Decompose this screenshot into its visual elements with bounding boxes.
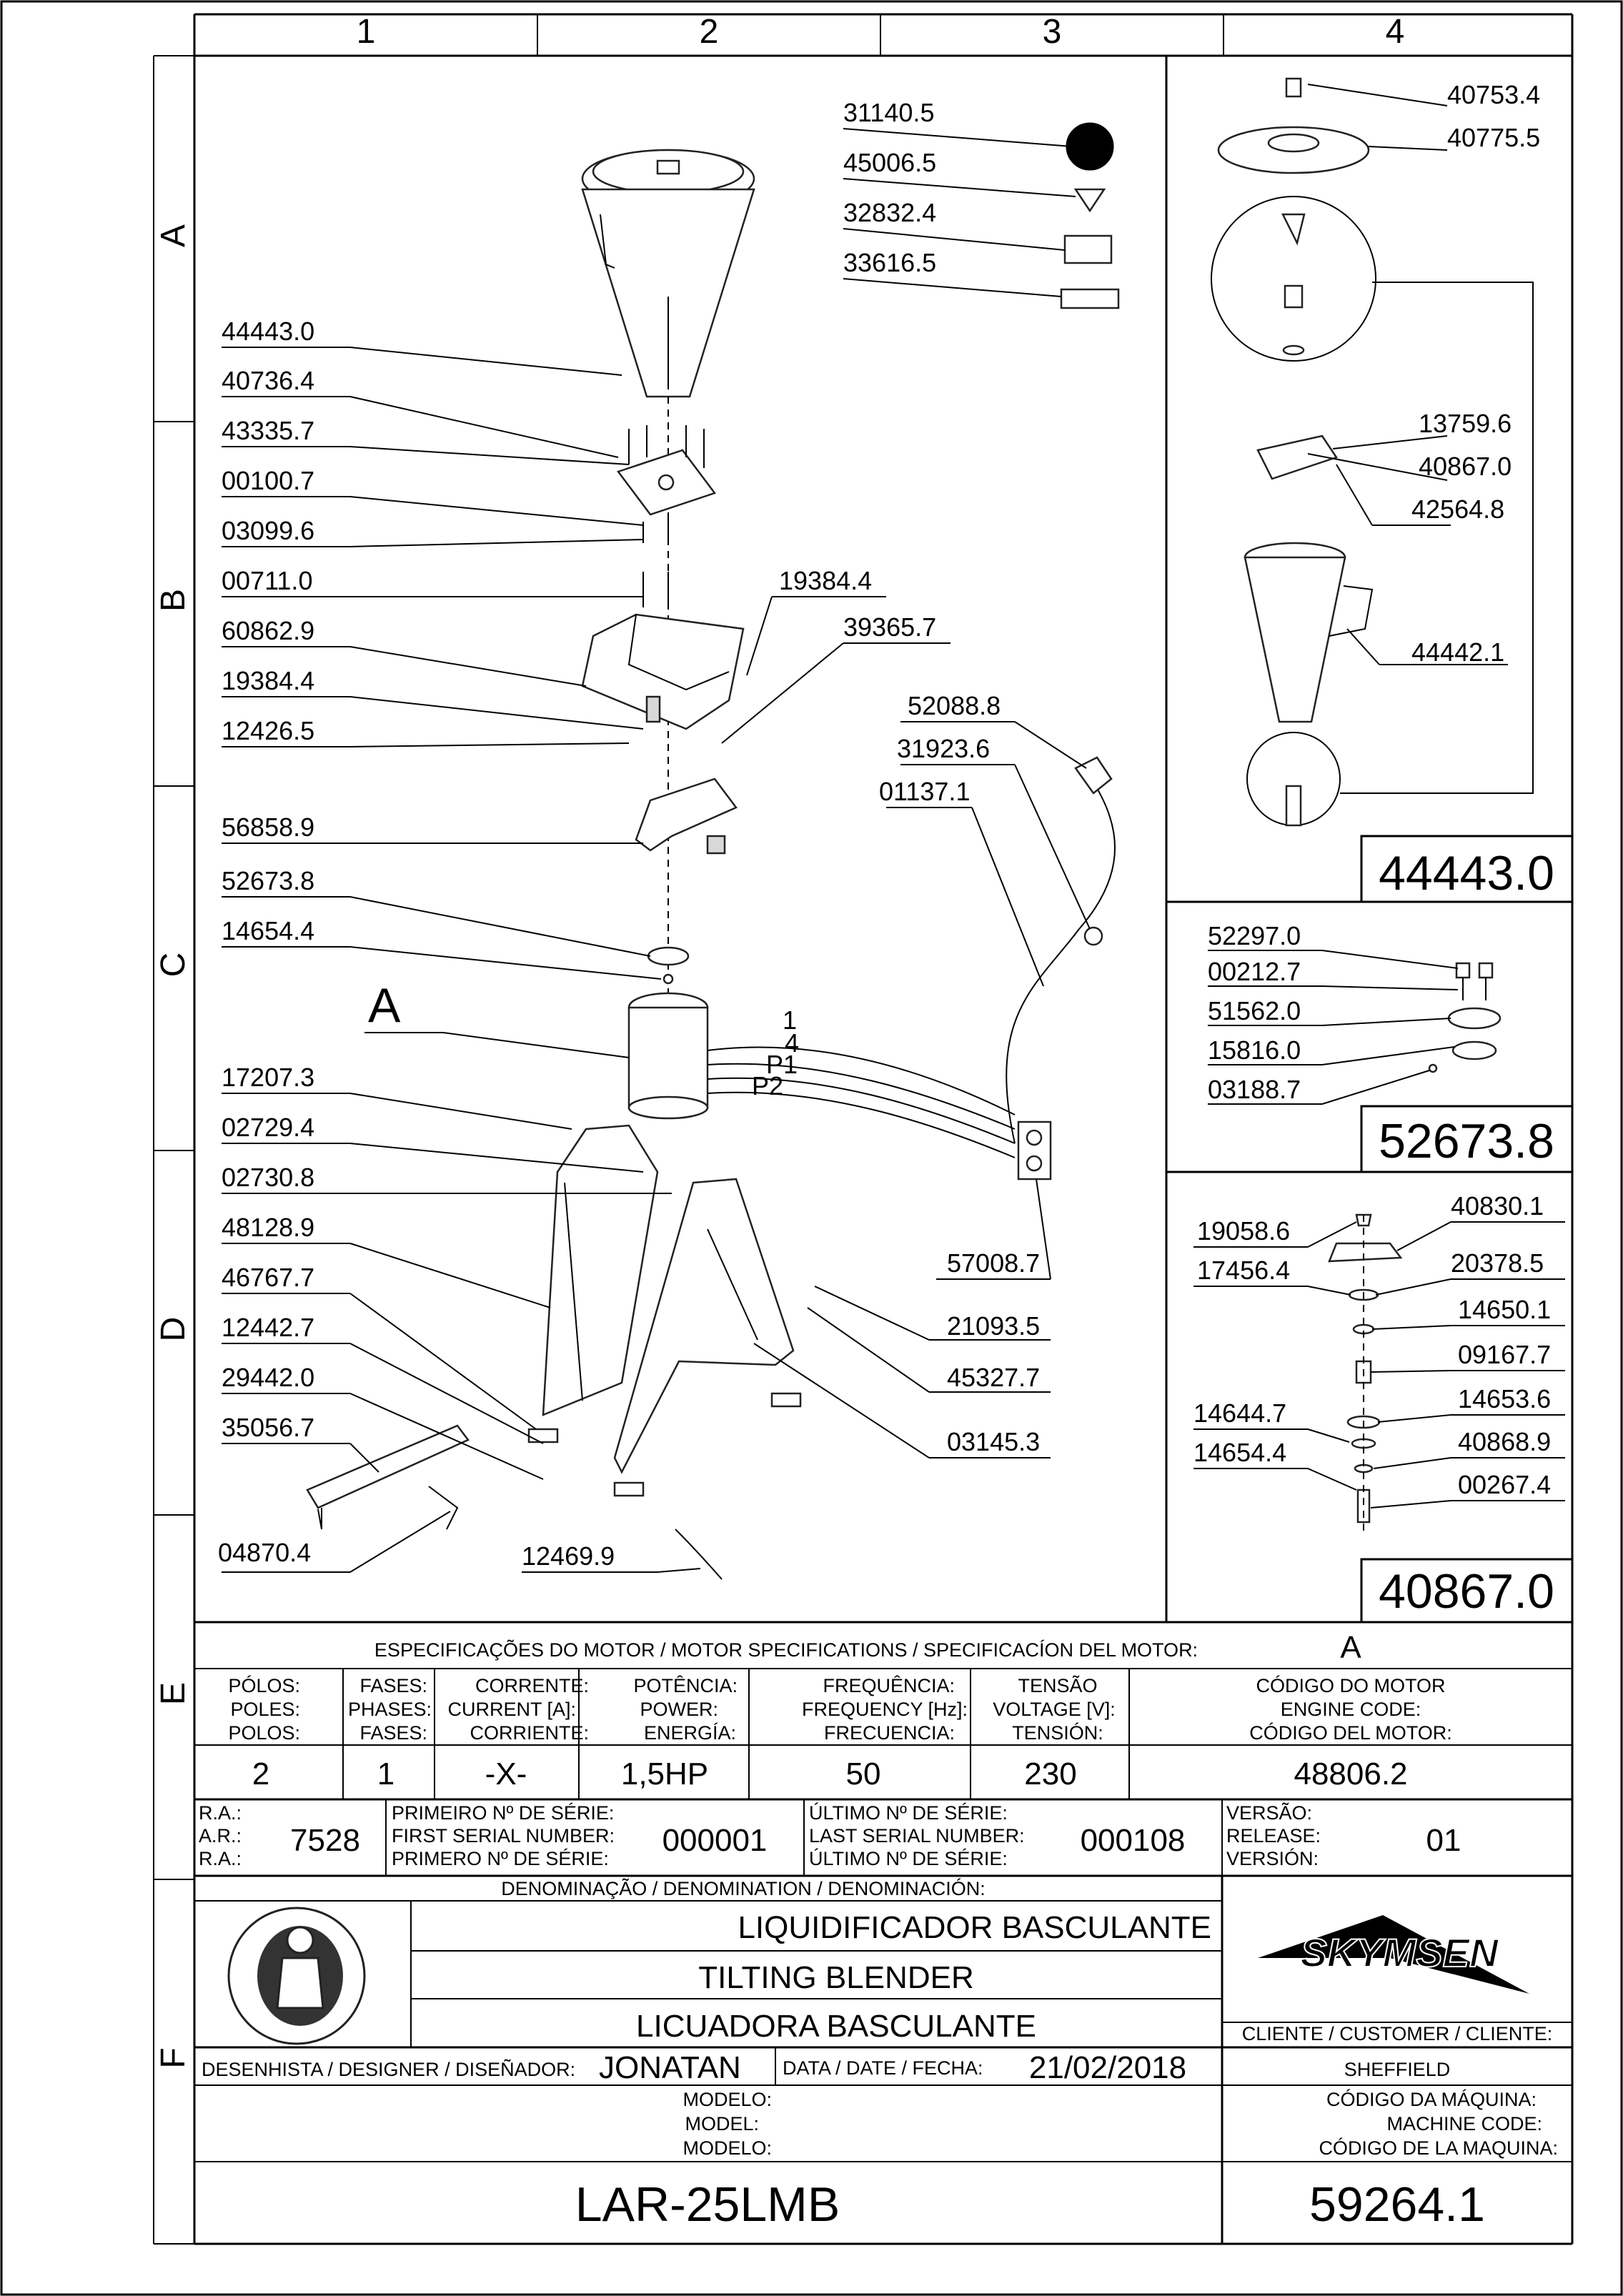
machine-code-label: CÓDIGO DE LA MAQUINA: [1319, 2137, 1558, 2159]
spec-value: -X- [485, 1756, 527, 1791]
part-label: 31923.6 [897, 734, 991, 763]
part-label: 15816.0 [1208, 1035, 1301, 1065]
column-header: 2 [699, 13, 719, 51]
part-label: 44442.1 [1411, 637, 1505, 667]
wire-label: 4 [785, 1028, 800, 1058]
row-header: C [154, 952, 192, 978]
first-serial-label: PRIMEIRO Nº DE SÉRIE: [392, 1802, 615, 1824]
spec-label: CORRIENTE: [470, 1722, 589, 1744]
part-label: 52297.0 [1208, 921, 1301, 950]
part-label: 17207.3 [222, 1063, 315, 1092]
date-label: DATA / DATE / FECHA: [783, 2057, 983, 2079]
version-value: 01 [1426, 1823, 1461, 1858]
part-label: 32832.4 [843, 198, 937, 227]
part-label: 12426.5 [222, 716, 315, 745]
part-label: 14653.6 [1458, 1384, 1552, 1413]
product-name-en: TILTING BLENDER [698, 1960, 974, 1995]
detail-bearing [1429, 963, 1500, 1072]
part-label: 52088.8 [908, 691, 1001, 720]
ra-label: A.R.: [199, 1825, 242, 1847]
part-label: 42564.8 [1411, 495, 1505, 524]
skymsen-logo [1258, 1915, 1529, 1994]
spec-label: CORRENTE: [475, 1675, 589, 1696]
detail-jar-labels [1379, 80, 1554, 900]
main-assembly [307, 123, 1118, 1579]
part-label: 31140.5 [843, 98, 935, 127]
version-label: VERSIÓN: [1226, 1848, 1319, 1869]
spec-label: TENSIÓN: [1012, 1722, 1103, 1744]
part-label: 14654.4 [222, 916, 315, 945]
spec-value: 50 [845, 1756, 881, 1791]
machine-code-value: 59264.1 [1309, 2177, 1485, 2232]
model-label: MODELO: [683, 2137, 772, 2159]
spec-label: VOLTAGE [V]: [993, 1699, 1116, 1720]
part-label: 52673.8 [222, 866, 315, 895]
model-label: MODEL: [685, 2113, 759, 2135]
designer-label: DESENHISTA / DESIGNER / DISEÑADOR: [202, 2059, 576, 2080]
part-label: 40753.4 [1447, 80, 1541, 109]
first-serial-label: FIRST SERIAL NUMBER: [392, 1825, 615, 1847]
denomination-label: DENOMINAÇÃO / DENOMINATION / DENOMINACIÓN: [501, 1878, 986, 1899]
part-label: 45006.5 [843, 148, 937, 177]
part-label: 03099.6 [222, 516, 315, 545]
detail-code: 44443.0 [1379, 846, 1554, 900]
spec-value: 48806.2 [1294, 1756, 1408, 1791]
part-label: 02729.4 [222, 1113, 315, 1142]
ra-value: 7528 [290, 1823, 360, 1858]
spec-label: FASES: [359, 1722, 427, 1744]
part-label: 02730.8 [222, 1163, 315, 1192]
spec-label: CÓDIGO DEL MOTOR: [1249, 1722, 1452, 1744]
row-header: D [154, 1316, 192, 1342]
wire-label: P2 [752, 1071, 784, 1100]
knob-part [1066, 123, 1113, 170]
part-label: 19384.4 [779, 566, 873, 595]
part-label: 60862.9 [222, 616, 315, 645]
spec-label: POLOS: [228, 1722, 300, 1744]
row-header: E [154, 1681, 192, 1706]
spec-label: CÓDIGO DO MOTOR [1256, 1675, 1446, 1696]
serial-row [194, 1799, 1572, 1876]
client-value: SHEFFIELD [1344, 2059, 1451, 2080]
last-serial-label: ÚLTIMO Nº DE SÉRIE: [809, 1802, 1008, 1824]
row-header: A [154, 224, 192, 248]
machine-code-label: MACHINE CODE: [1386, 2113, 1542, 2135]
brand-logo-text: SKYMSEN [1300, 1930, 1499, 1975]
model-value: LAR-25LMB [575, 2177, 840, 2232]
ra-label: R.A.: [199, 1802, 242, 1824]
product-name-pt: LIQUIDIFICADOR BASCULANTE [738, 1910, 1211, 1945]
version-label: VERSÃO: [1226, 1802, 1313, 1824]
wire-label: P1 [766, 1050, 798, 1079]
first-serial-label: PRIMERO Nº DE SÉRIE: [392, 1848, 609, 1869]
part-label: 03188.7 [1208, 1075, 1301, 1104]
part-label: 45327.7 [947, 1363, 1041, 1392]
part-label: 00267.4 [1458, 1470, 1552, 1499]
spec-label: CURRENT [A]: [447, 1699, 576, 1720]
part-label: 14644.7 [1193, 1398, 1287, 1428]
part-label: 00100.7 [222, 466, 315, 495]
spec-value: 2 [252, 1756, 270, 1791]
date-value: 21/02/2018 [1028, 2050, 1187, 2085]
spec-label: FREQUÊNCIA: [823, 1675, 955, 1696]
spec-label: FASES: [359, 1675, 427, 1696]
spec-value: 1 [377, 1756, 395, 1791]
part-label: 46767.7 [222, 1263, 315, 1292]
part-label: 51562.0 [1208, 996, 1301, 1025]
detail-code: 52673.8 [1379, 1114, 1554, 1168]
model-label: MODELO: [683, 2089, 772, 2110]
part-label: 12469.9 [522, 1541, 615, 1571]
spec-label: PHASES: [347, 1699, 432, 1720]
part-label: 00711.0 [222, 566, 313, 595]
machine-code-label: CÓDIGO DA MÁQUINA: [1326, 2089, 1537, 2110]
last-serial-label: LAST SERIAL NUMBER: [809, 1825, 1025, 1847]
part-label: 57008.7 [947, 1248, 1041, 1278]
spec-label: FREQUENCY [Hz]: [801, 1699, 968, 1720]
client-label: CLIENTE / CUSTOMER / CLIENTE: [1241, 2023, 1553, 2044]
spec-label: ENGINE CODE: [1280, 1699, 1421, 1720]
part-label: 40830.1 [1451, 1191, 1544, 1221]
part-label: 03145.3 [947, 1427, 1041, 1456]
part-label: 19058.6 [1197, 1216, 1291, 1246]
column-header: 3 [1042, 13, 1062, 51]
part-label: 12442.7 [222, 1313, 315, 1342]
spec-label: PÓLOS: [228, 1675, 300, 1696]
part-label: 43335.7 [222, 416, 315, 445]
part-label: 01137.1 [879, 777, 971, 806]
row-header: F [154, 2047, 192, 2069]
motor-spec-text [228, 1630, 1451, 1791]
part-label: 44443.0 [222, 317, 315, 346]
ra-label: R.A.: [199, 1848, 242, 1869]
row-header: B [154, 588, 192, 612]
motor-reference: A [368, 978, 401, 1033]
first-serial-value: 000001 [662, 1823, 768, 1858]
part-label: 09167.7 [1458, 1340, 1552, 1369]
part-label: 35056.7 [222, 1413, 315, 1442]
column-header: 4 [1385, 13, 1405, 51]
spec-value: 1,5HP [620, 1756, 709, 1791]
last-serial-label: ÚLTIMO Nº DE SÉRIE: [809, 1848, 1008, 1869]
part-label: 04870.4 [218, 1538, 312, 1567]
authorized-service-seal [229, 1908, 364, 2044]
spec-label: TENSÃO [1018, 1675, 1098, 1696]
designer-value: JONATAN [599, 2050, 741, 2085]
product-name-es: LICUADORA BASCULANTE [636, 2009, 1036, 2044]
spec-label: POWER: [640, 1699, 718, 1720]
spec-label: POTÊNCIA: [633, 1675, 738, 1696]
part-label: 40736.4 [222, 366, 315, 395]
wire-label: 1 [783, 1005, 798, 1035]
last-serial-value: 000108 [1080, 1823, 1186, 1858]
part-label: 21093.5 [947, 1311, 1041, 1341]
part-label: 29442.0 [222, 1363, 315, 1392]
part-label: 40867.0 [1419, 452, 1512, 481]
part-label: 40775.5 [1447, 123, 1541, 152]
spec-label: FRECUENCIA: [823, 1722, 955, 1744]
spec-value: 230 [1024, 1756, 1077, 1791]
part-label: 33616.5 [843, 248, 937, 277]
part-label: 48128.9 [222, 1213, 315, 1242]
spec-label: ENERGÍA: [643, 1722, 736, 1744]
part-label: 20378.5 [1451, 1248, 1544, 1278]
title-block [194, 1876, 1572, 2244]
part-label: 40868.9 [1458, 1427, 1552, 1456]
spec-title: ESPECIFICAÇÕES DO MOTOR / MOTOR SPECIFICATIONS / SPECIFICACÍON DEL MOTOR: [374, 1639, 1198, 1661]
spec-label: POLES: [230, 1699, 300, 1720]
part-label: 17456.4 [1197, 1256, 1291, 1285]
part-label: 14650.1 [1458, 1295, 1552, 1324]
part-label: 14654.4 [1193, 1438, 1287, 1467]
part-label: 00212.7 [1208, 957, 1301, 986]
part-label: 19384.4 [222, 666, 315, 695]
part-label: 13759.6 [1419, 409, 1512, 438]
part-label: 39365.7 [843, 612, 937, 642]
part-label: 56858.9 [222, 812, 315, 842]
detail-code: 40867.0 [1379, 1564, 1554, 1619]
spec-motor-ref: A [1340, 1630, 1361, 1665]
column-header: 1 [356, 13, 376, 51]
detail-blade [1329, 1215, 1401, 1536]
version-label: RELEASE: [1226, 1825, 1321, 1847]
